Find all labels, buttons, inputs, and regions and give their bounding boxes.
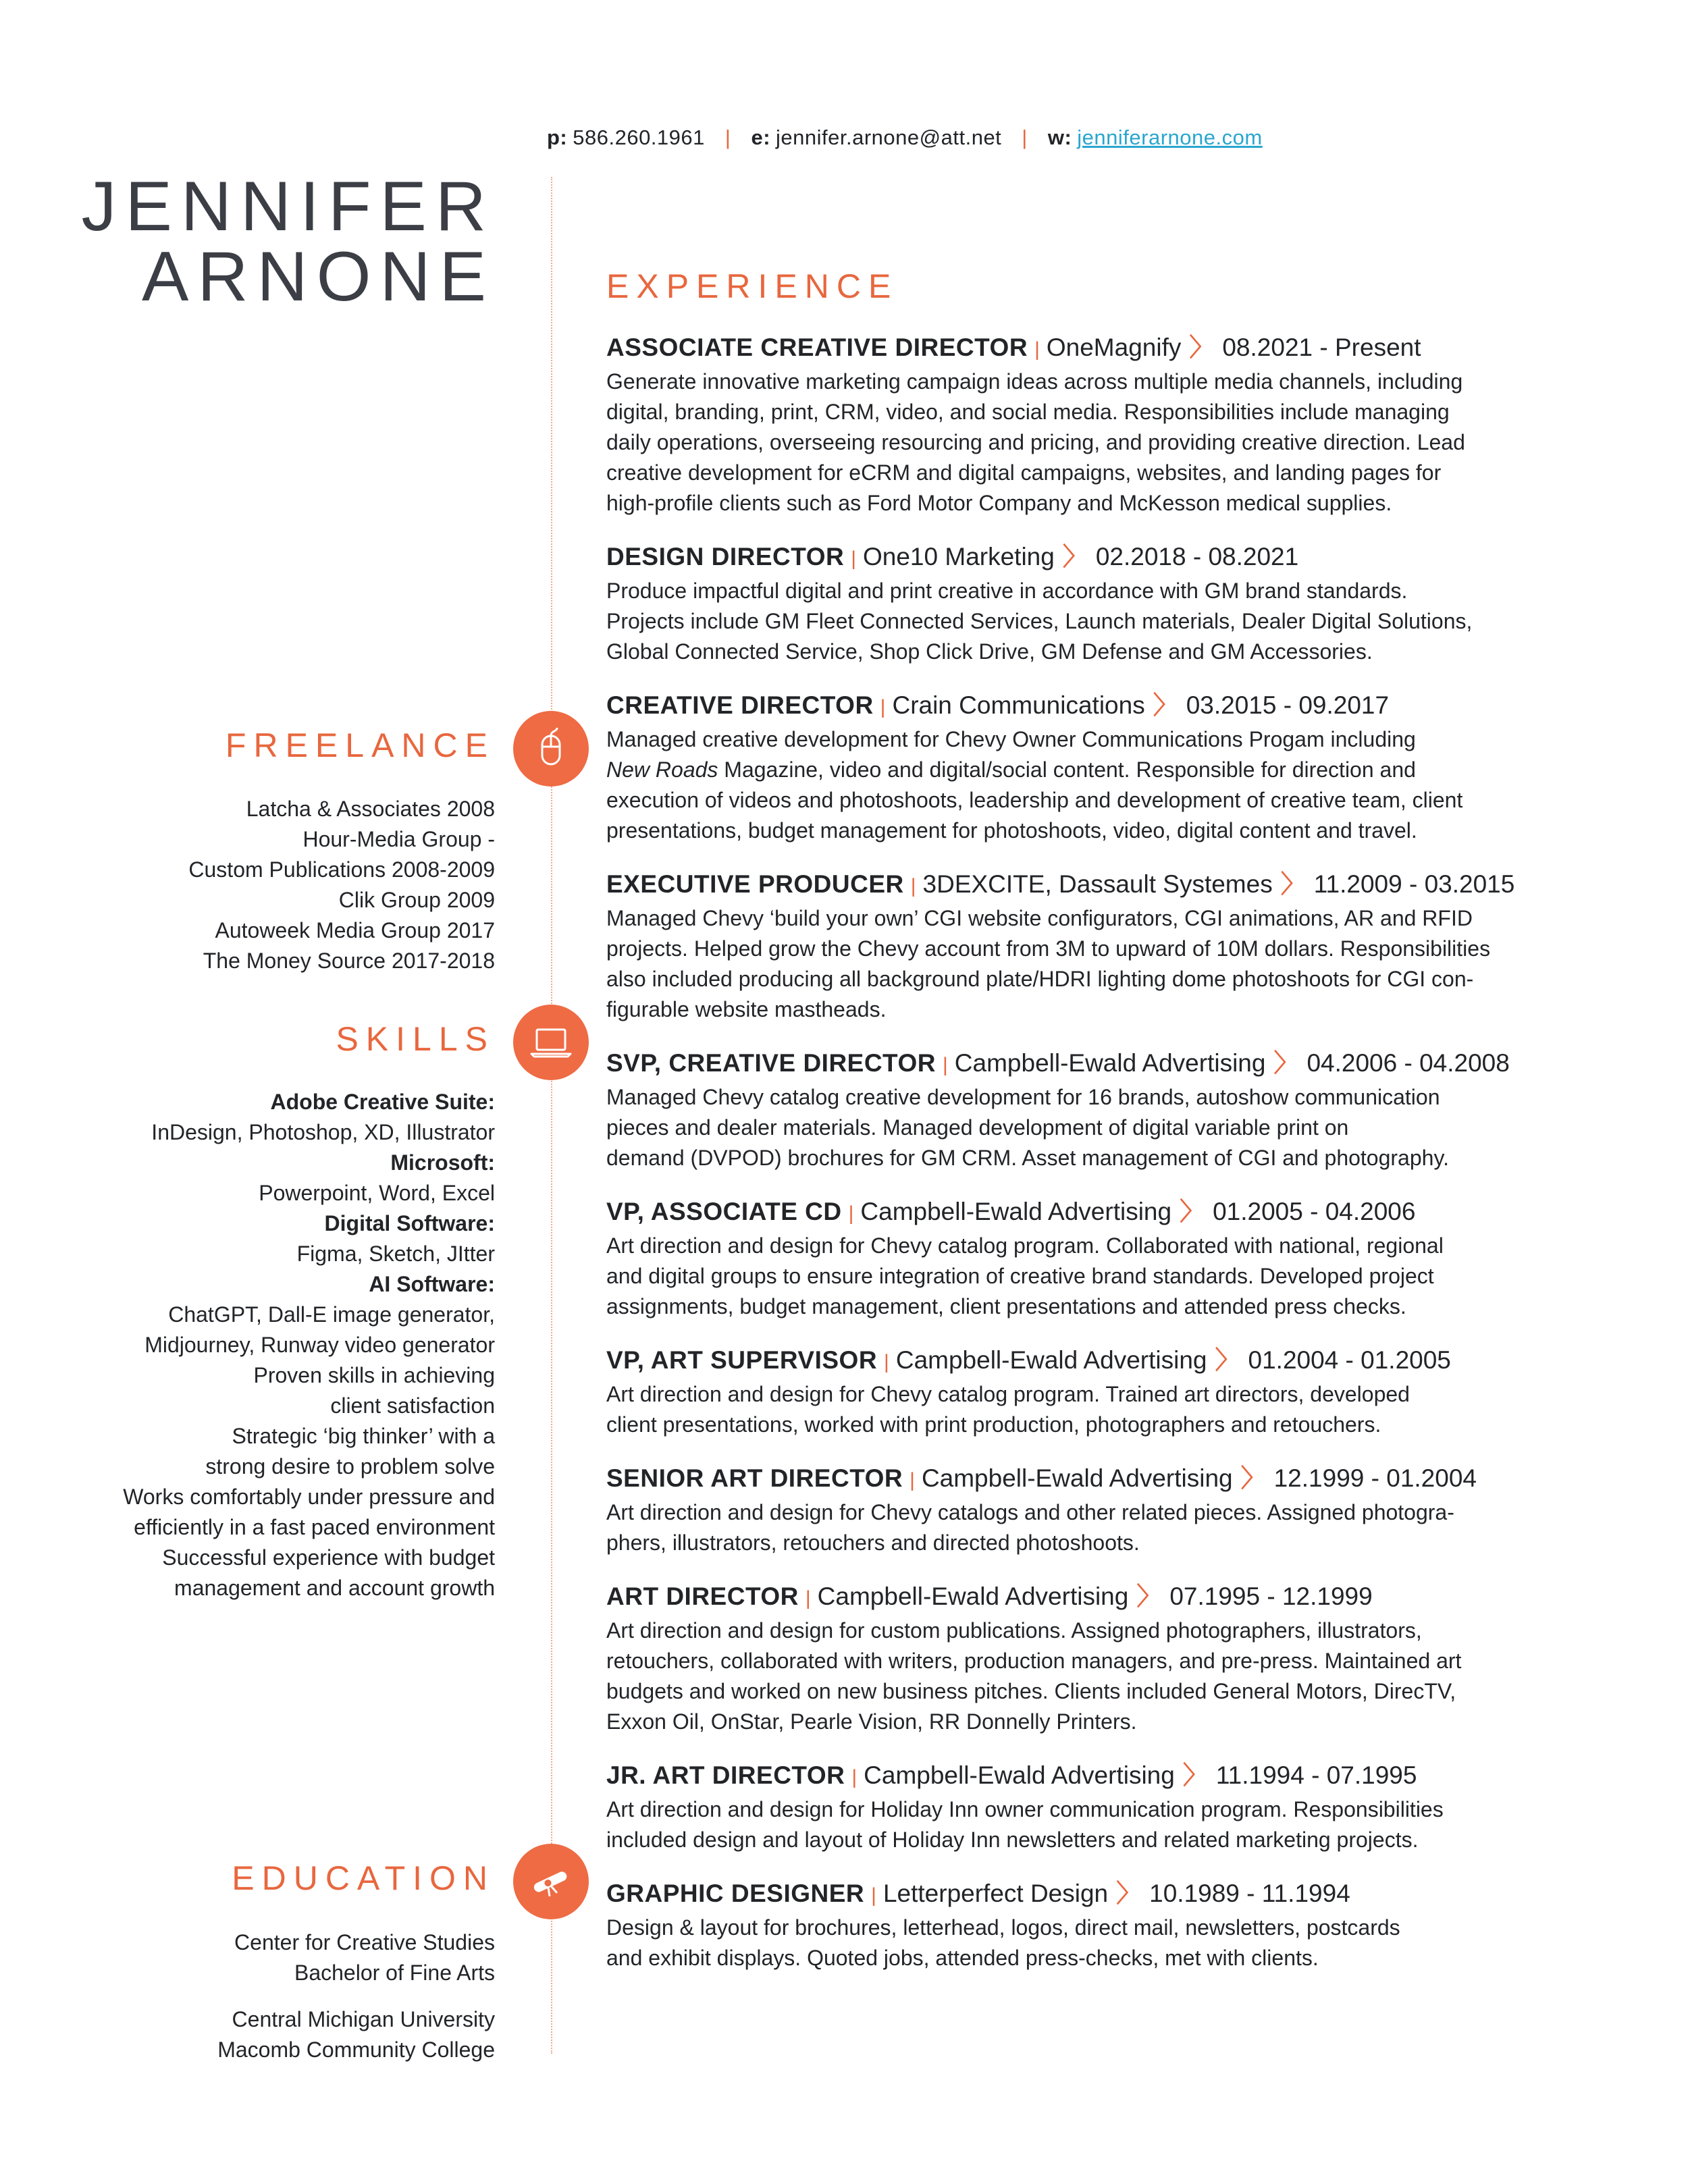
experience-heading: EXPERIENCE [606,267,899,305]
soft-skill-line: efficiently in a fast paced environment [134,1515,495,1539]
list-item: Autoweek Media Group 2017 [215,918,495,942]
job-company: Campbell-Ewald Advertising [895,1346,1207,1374]
soft-skill-line: Successful experience with budget [162,1545,495,1570]
skill-value: ChatGPT, Dall-E image generator, [168,1302,495,1327]
job-separator: | [805,1587,811,1609]
contact-separator: | [1022,126,1028,149]
job-header [606,1195,1606,1231]
job-entry [606,1195,1606,1322]
skill-item [123,1087,495,1148]
job-company: Campbell-Ewald Advertising [860,1198,1172,1225]
description-line: also included producing all background plate/HDRI lighting dome photoshoots for CGI con- [606,967,1474,991]
web-label: w: [1047,126,1072,149]
description-line: presentations, budget management for photoshoots, video, digital content and travel. [606,818,1417,843]
job-separator: | [880,696,886,718]
description-line: demand (DVPOD) brochures for GM CRM. Asset management of CGI and photography. [606,1146,1449,1170]
job-separator: | [884,1351,889,1373]
job-separator: | [943,1054,948,1076]
experience-list [606,331,1606,1995]
job-header [606,540,1606,576]
contact-line [547,126,1263,150]
skills-heading: SKILLS [336,1020,495,1058]
date-marker-icon: 〉 [1189,334,1215,361]
date-marker-icon: 〉 [1180,1198,1205,1225]
skills-list [123,1087,495,1603]
description-line: phers, illustrators, retouchers and directed photoshoots. [606,1530,1140,1555]
description-line: Managed creative development for Chevy Owner Communications Progam including [606,727,1416,751]
job-separator: | [871,1884,876,1907]
description-line: Managed Chevy catalog creative development for 16 brands, autoshow communication [606,1085,1440,1109]
job-header [606,331,1606,367]
date-marker-icon: 〉 [1273,1049,1299,1077]
job-header [606,1046,1606,1082]
education-heading: EDUCATION [232,1859,495,1897]
last-name: ARNONE [142,238,495,316]
description-line: digital, branding, print, CRM, video, and social media. Responsibilities include managing [606,400,1450,424]
job-company: Letterperfect Design [882,1880,1109,1907]
job-dates: 11.2009 - 03.2015 [1313,870,1515,898]
diploma-icon [527,1858,575,1905]
description-line: pieces and dealer materials. Managed development of digital variable print on [606,1115,1349,1140]
description-line: Art direction and design for Chevy catalog program. Collaborated with national, regional [606,1233,1444,1258]
job-separator: | [851,548,856,570]
date-marker-icon: 〉 [1215,1346,1240,1374]
job-title: VP, ART SUPERVISOR [606,1346,878,1374]
job-entry [606,331,1606,518]
list-item: Latcha & Associates 2008 [246,797,495,821]
job-header [606,1462,1606,1497]
list-item: The Money Source 2017-2018 [203,949,495,973]
skill-label: AI Software: [369,1272,495,1296]
description-line: Art direction and design for Holiday Inn owner communication program. Responsibilities [606,1797,1444,1821]
job-description [606,903,1606,1025]
job-company: Campbell-Ewald Advertising [817,1582,1129,1610]
description-line: high-profile clients such as Ford Motor Company and McKesson medical supplies. [606,491,1392,515]
skill-value: Powerpoint, Word, Excel [259,1181,495,1205]
list-item: Clik Group 2009 [338,888,495,912]
date-marker-icon: 〉 [1182,1761,1208,1789]
email-label: e: [751,126,771,149]
job-description [606,1497,1606,1558]
job-title: ASSOCIATE CREATIVE DIRECTOR [606,334,1028,361]
job-company: One10 Marketing [863,543,1055,570]
description-line: included design and layout of Holiday Inn newsletters and related marketing projects. [606,1828,1419,1852]
job-header [606,689,1606,724]
timeline-divider [551,177,552,2054]
job-dates: 10.1989 - 11.1994 [1149,1880,1350,1907]
job-entry [606,689,1606,846]
job-entry [606,1343,1606,1440]
description-line: execution of videos and photoshoots, leadership and development of creative team, client [606,788,1463,812]
job-title: VP, ASSOCIATE CD [606,1198,842,1225]
job-header [606,1580,1606,1616]
freelance-list [188,794,495,976]
job-description [606,576,1606,667]
skill-item [123,1148,495,1208]
skill-value: InDesign, Photoshop, XD, Illustrator [151,1120,495,1144]
job-description [606,1082,1606,1173]
job-dates: 03.2015 - 09.2017 [1186,691,1390,719]
freelance-heading: FREELANCE [225,726,495,764]
description-line: Art direction and design for custom publications. Assigned photographers, illustrators, [606,1618,1422,1643]
job-description [606,724,1606,846]
description-line: creative development for eCRM and digital campaigns, websites, and landing pages for [606,460,1442,485]
soft-skill-line: Proven skills in achieving [253,1363,495,1387]
job-title: JR. ART DIRECTOR [606,1761,845,1789]
soft-skill-line: Strategic ‘big thinker’ with a [232,1424,495,1448]
job-separator: | [851,1766,858,1788]
date-marker-icon: 〉 [1062,543,1088,570]
job-description [606,1616,1606,1737]
job-title: ART DIRECTOR [606,1582,799,1610]
job-dates: 12.1999 - 01.2004 [1273,1464,1477,1492]
job-header [606,1343,1606,1379]
description-line: and digital groups to ensure integration of creative brand standards. Developed project [606,1264,1434,1288]
description-line: daily operations, overseeing resourcing and pricing, and providing creative direction. Lead [606,430,1465,454]
job-title: SENIOR ART DIRECTOR [606,1464,903,1492]
list-item: Macomb Community College [217,2037,495,2062]
job-title: GRAPHIC DESIGNER [606,1880,865,1907]
job-entry [606,1877,1606,1973]
description-line: retouchers, collaborated with writers, production managers, and pre-press. Maintained art [606,1649,1462,1673]
job-company: Campbell-Ewald Advertising [864,1761,1175,1789]
job-entry [606,868,1606,1025]
description-line: Generate innovative marketing campaign ideas across multiple media channels, including [606,369,1463,394]
job-dates: 07.1995 - 12.1999 [1169,1582,1373,1610]
first-name: JENNIFER [81,167,495,246]
list-item: Central Michigan University [232,2007,495,2031]
soft-skill [123,1482,495,1543]
description-line: Exxon Oil, OnStar, Pearle Vision, RR Donnelly Printers. [606,1709,1137,1734]
date-marker-icon: 〉 [1153,691,1178,719]
job-separator: | [910,875,916,897]
job-company: Campbell-Ewald Advertising [921,1464,1233,1492]
description-line: and exhibit displays. Quoted jobs, attended press-checks, met with clients. [606,1946,1319,1970]
job-entry [606,1759,1606,1855]
job-description [606,367,1606,518]
job-separator: | [909,1469,915,1491]
job-dates: 02.2018 - 08.2021 [1095,543,1299,570]
description-line: Projects include GM Fleet Connected Services, Launch materials, Dealer Digital Solutions, [606,609,1473,633]
soft-skill-line: strong desire to problem solve [205,1454,495,1479]
education-list [217,1927,495,2065]
skill-item [123,1208,495,1269]
skill-value: Midjourney, Runway video generator [144,1333,495,1357]
soft-skill-line: Works comfortably under pressure and [123,1485,495,1509]
job-dates: 08.2021 - Present [1222,334,1421,361]
list-item: Center for Creative Studies [234,1930,495,1954]
soft-skill [123,1543,495,1603]
skill-label: Microsoft: [390,1150,495,1175]
skill-value: Figma, Sketch, JItter [296,1242,495,1266]
date-marker-icon: 〉 [1116,1880,1142,1907]
phone: 586.260.1961 [573,126,705,149]
education-circle [513,1844,589,1919]
description-line: Design & layout for brochures, letterhead, logos, direct mail, newsletters, postcards [606,1915,1400,1940]
soft-skill-line: client satisfaction [330,1393,495,1418]
job-description [606,1379,1606,1440]
skill-label: Digital Software: [324,1211,495,1235]
job-description [606,1794,1606,1855]
job-entry [606,1580,1606,1737]
description-line: Global Connected Service, Shop Click Drive, GM Defense and GM Accessories. [606,639,1373,664]
soft-skill-line: management and account growth [174,1576,495,1600]
date-marker-icon: 〉 [1280,870,1306,898]
job-entry [606,1462,1606,1558]
list-item: Hour-Media Group - [302,827,495,851]
job-dates: 01.2005 - 04.2006 [1213,1198,1416,1225]
job-title: CREATIVE DIRECTOR [606,691,874,719]
date-marker-icon: 〉 [1136,1582,1162,1610]
soft-skill [123,1360,495,1421]
mouse-icon [527,725,575,772]
job-dates: 11.1994 - 07.1995 [1215,1761,1417,1789]
website-link[interactable]: jenniferarnone.com [1077,126,1263,149]
job-header [606,868,1606,903]
description-line: client presentations, worked with print production, photographers and retouchers. [606,1412,1381,1437]
email: jennifer.arnone@att.net [776,126,1002,149]
job-dates: 04.2006 - 04.2008 [1307,1049,1510,1077]
job-separator: | [848,1202,854,1225]
list-item: Custom Publications 2008-2009 [188,857,495,882]
description-line: assignments, budget management, client presentations and attended press checks. [606,1294,1406,1319]
description-line: figurable website mastheads. [606,997,887,1021]
job-title: SVP, CREATIVE DIRECTOR [606,1049,936,1077]
job-company: OneMagnify [1046,334,1182,361]
job-dates: 01.2004 - 01.2005 [1248,1346,1451,1374]
description-line: New Roads Magazine, video and digital/social content. Responsible for direction and [606,757,1416,782]
skills-circle [513,1005,589,1080]
contact-separator: | [724,126,731,149]
laptop-icon [527,1019,575,1066]
job-company: Crain Communications [892,691,1145,719]
job-company: 3DEXCITE, Dassault Systemes [922,870,1273,898]
soft-skill [123,1421,495,1482]
description-line: Art direction and design for Chevy catalogs and other related pieces. Assigned photogra- [606,1500,1454,1524]
description-line: budgets and worked on new business pitches. Clients included General Motors, DirecTV, [606,1679,1456,1703]
job-description [606,1913,1606,1973]
job-entry [606,540,1606,667]
date-marker-icon: 〉 [1240,1464,1266,1492]
description-line: projects. Helped grow the Chevy account from 3M to upward of 10M dollars. Responsibilities [606,936,1491,961]
phone-label: p: [547,126,568,149]
skill-item [123,1269,495,1360]
description-line: Art direction and design for Chevy catalog program. Trained art directors, developed [606,1382,1410,1406]
job-header [606,1877,1606,1913]
description-line: Managed Chevy ‘build your own’ CGI website configurators, CGI animations, AR and RFID [606,906,1473,930]
job-title: DESIGN DIRECTOR [606,543,845,570]
job-company: Campbell-Ewald Advertising [954,1049,1266,1077]
job-title: EXECUTIVE PRODUCER [606,870,904,898]
job-header [606,1759,1606,1794]
list-item: Bachelor of Fine Arts [294,1961,495,1985]
description-line: Produce impactful digital and print creative in accordance with GM brand standards. [606,579,1408,603]
skill-label: Adobe Creative Suite: [270,1090,495,1114]
job-separator: | [1034,338,1040,361]
freelance-circle [513,711,589,787]
job-description [606,1231,1606,1322]
job-entry [606,1046,1606,1173]
